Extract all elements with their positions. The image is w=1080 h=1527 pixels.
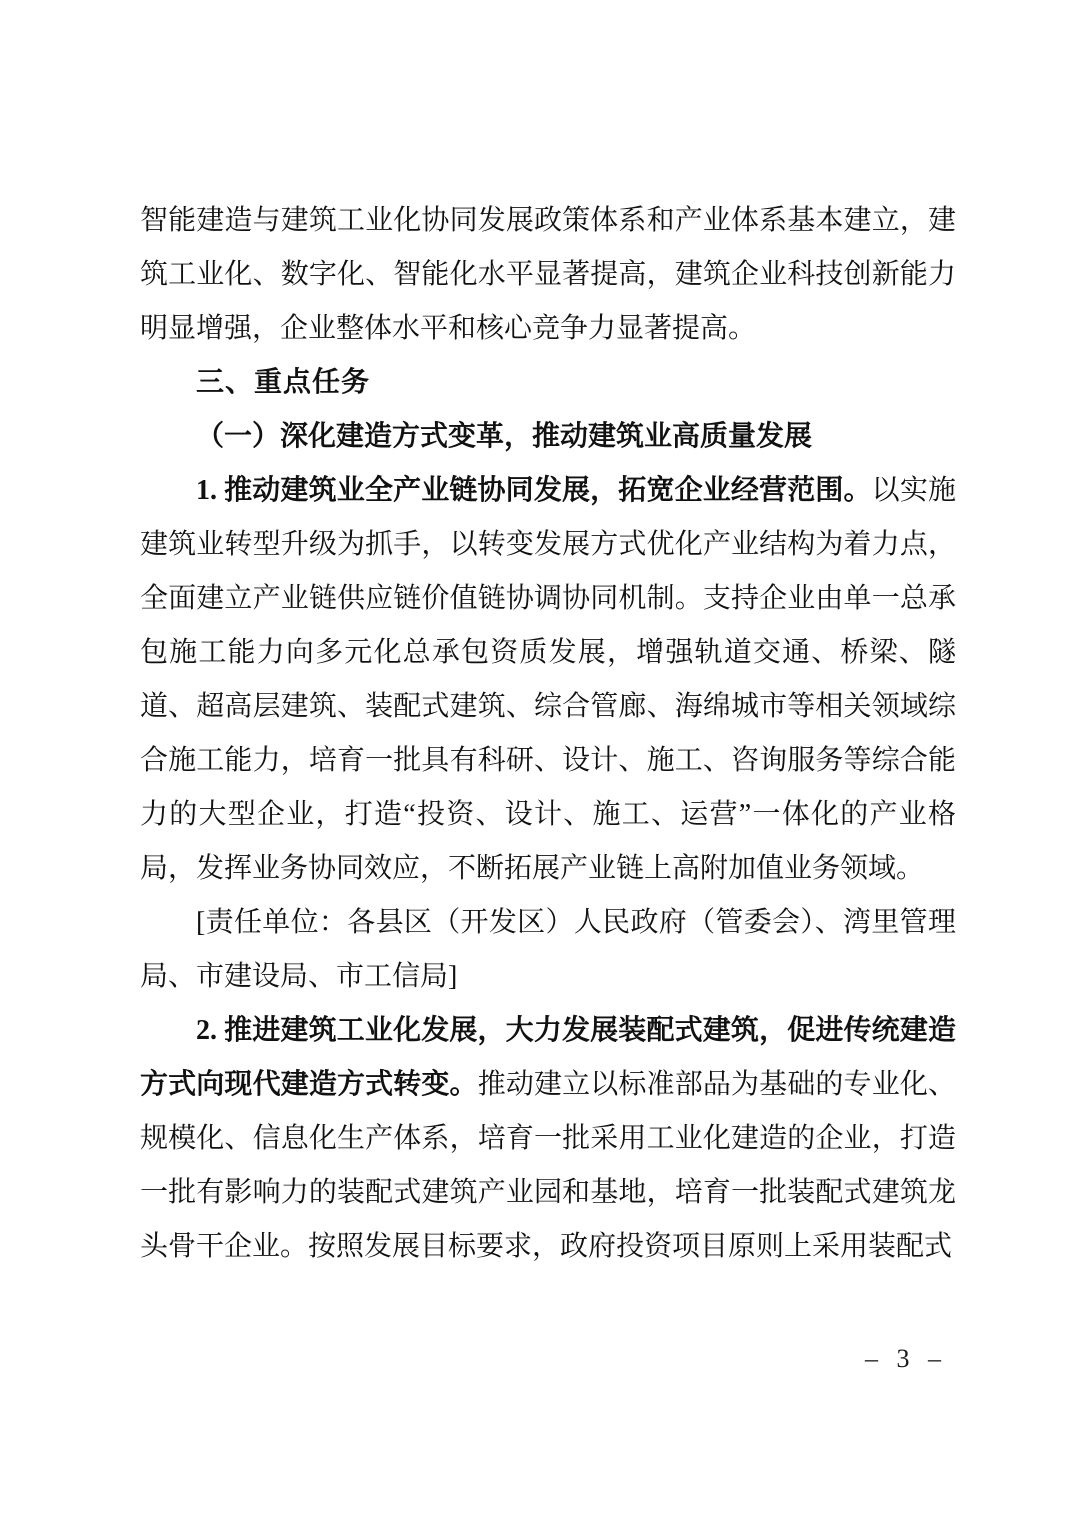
task1-responsibility: [责任单位：各县区（开发区）人民政府（管委会）、湾里管理局、市建设局、市工信局] — [140, 907, 956, 992]
document-body — [140, 194, 956, 1274]
subsection-heading: （一）深化建造方式变革，推动建筑业高质量发展 — [196, 421, 813, 452]
section-heading: 三、重点任务 — [196, 367, 371, 398]
task2-paragraph — [140, 1004, 956, 1274]
task1-body-text: 以实施建筑业转型升级为抓手，以转变发展方式优化产业结构为着力点，全面建立产业链供应链价值链协调协同机制。支持企业由单一总承包施工能力向多元化总承包资质发展，增强轨道交通、桥梁、隧道、超高层建筑、装配式建筑、综合管廊、海绵城市等相关领域综合施工能力，培育一批具有科研、设计、施工、咨询服务等综合能力的大型企业，打造“投资、设计、施工、运营”一体化的产业格局，发挥业务协同效应，不断拓展产业链上高附加值业务领域。 — [140, 475, 956, 884]
task2-lead-bold: 2. 推进建筑工业化发展，大力发展装配式建筑，促进传统建造方式向现代建造方式转变。 — [140, 1015, 956, 1100]
intro-paragraph: 智能建造与建筑工业化协同发展政策体系和产业体系基本建立，建筑工业化、数字化、智能化水平显著提高，建筑企业科技创新能力明显增强，企业整体水平和核心竞争力显著提高。 — [140, 205, 956, 344]
task1-lead-bold: 1. 推动建筑业全产业链协同发展，拓宽企业经营范围。 — [196, 475, 872, 506]
task2-body-text: 推动建立以标准部品为基础的专业化、规模化、信息化生产体系，培育一批采用工业化建造的企业，打造一批有影响力的装配式建筑产业园和基地，培育一批装配式建筑龙头骨干企业。按照发展目标要求，政府投资项目原则上采用装配式 — [140, 1069, 956, 1262]
task1-paragraph — [140, 464, 956, 896]
page-number: – 3 – — [865, 1344, 947, 1373]
